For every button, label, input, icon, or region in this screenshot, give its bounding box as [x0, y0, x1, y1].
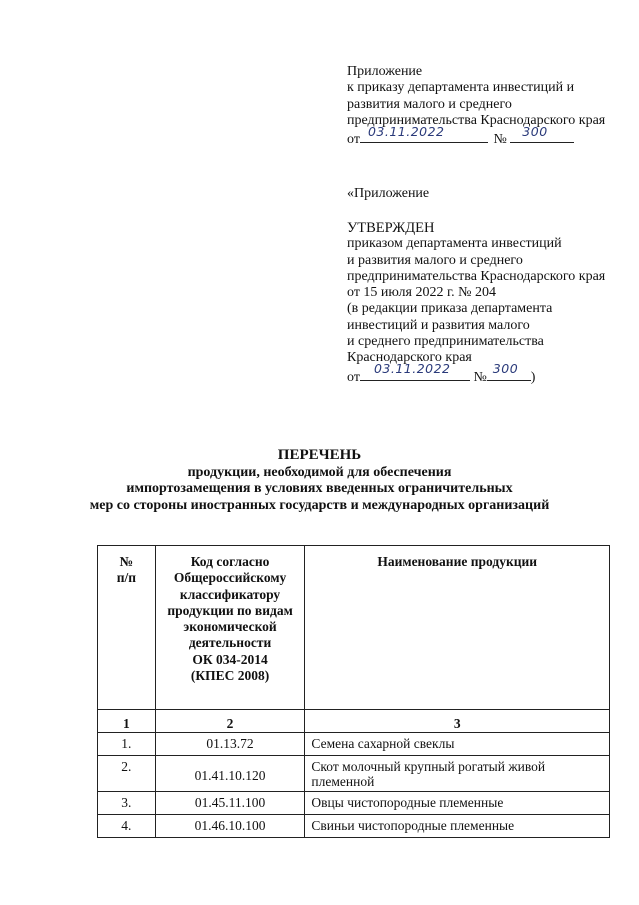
- row-product-text: Свиньи чистопородные племенные: [311, 818, 515, 833]
- appendix-header: [347, 64, 605, 148]
- appendix-line-3: развития малого и среднего: [347, 96, 512, 112]
- row-number-text: 4.: [121, 818, 132, 833]
- header-code: [155, 546, 305, 710]
- row-code-text: 01.46.10.100: [194, 818, 266, 833]
- approval-number-label: №: [473, 369, 487, 385]
- row-product: [305, 756, 610, 792]
- row-product: [305, 792, 610, 815]
- row-number: [98, 792, 156, 815]
- row-code: [155, 733, 305, 756]
- column-number-3: 3: [305, 710, 610, 733]
- row-product-text: Скот молочный крупный рогатый живой племенной: [311, 759, 546, 789]
- appendix-number-label: №: [493, 132, 507, 148]
- approval-line: и среднего предпринимательства: [347, 334, 544, 350]
- header-number-pp: п/п: [116, 570, 136, 586]
- header-product-name: Наименование продукции: [305, 546, 610, 710]
- approval-line: инвестиций и развития малого: [347, 317, 530, 333]
- row-number-text: 2.: [121, 759, 132, 774]
- header-code-line: ОК 034-2014: [192, 651, 268, 667]
- title-line-2: импортозамещения в условиях введенных ограничительных: [126, 481, 513, 496]
- column-number-2: 2: [155, 710, 305, 733]
- header-code-line: деятельности: [188, 635, 272, 651]
- approval-handwritten-date: 03.11.2022: [373, 361, 451, 377]
- row-code: [155, 815, 305, 838]
- row-code-text: 01.13.72: [206, 736, 254, 751]
- appendix-number-field: [510, 123, 574, 143]
- row-product: [305, 733, 610, 756]
- header-code-line: экономической: [183, 619, 277, 635]
- header-code-line: Общероссийскому: [173, 570, 287, 586]
- header-code-line: продукции по видам: [167, 602, 293, 618]
- row-code-text: 01.41.10.120: [194, 767, 266, 783]
- appendix-handwritten-date: 03.11.2022: [367, 123, 445, 139]
- approval-line: (в редакции приказа департамента: [347, 301, 553, 317]
- document-title: [0, 447, 639, 514]
- approved-heading: УТВЕРЖДЕН: [347, 220, 435, 236]
- table-row: [98, 756, 610, 792]
- approval-handwritten-number: 300: [492, 361, 519, 377]
- approval-date-number: [347, 361, 605, 386]
- row-product-text: Семена сахарной свеклы: [311, 736, 455, 751]
- appendix-line-2: к приказу департамента инвестиций и: [347, 80, 575, 96]
- approval-date-field: [360, 361, 470, 381]
- column-number-1: 1: [98, 710, 156, 733]
- approval-from-label: от: [347, 369, 360, 385]
- approval-number-field: [487, 361, 531, 381]
- header-code-line: (КПЕС 2008): [190, 668, 270, 684]
- row-code-text: 01.45.11.100: [194, 795, 266, 810]
- row-number-text: 3.: [121, 795, 132, 810]
- row-code: [155, 756, 305, 792]
- appendix-date-number: [347, 123, 605, 148]
- approval-line: от 15 июля 2022 г. № 204: [347, 285, 496, 301]
- appendix-label: Приложение: [347, 64, 423, 79]
- approval-line: предпринимательства Краснодарского края: [347, 268, 606, 284]
- approval-line: приказом департамента инвестиций: [347, 236, 562, 252]
- appendix-date-field: [360, 123, 488, 143]
- row-number: [98, 733, 156, 756]
- row-number-text: 1.: [121, 736, 132, 751]
- table-row: [98, 733, 610, 756]
- title-heading: ПЕРЕЧЕНЬ: [277, 447, 362, 463]
- row-number: [98, 756, 156, 792]
- header-number-symbol: №: [119, 554, 134, 569]
- row-code: [155, 792, 305, 815]
- row-product-text: Овцы чистопородные племенные: [311, 795, 504, 810]
- table-row: [98, 792, 610, 815]
- quoted-appendix-label: «Приложение: [347, 186, 430, 201]
- appendix-handwritten-number: 300: [522, 123, 548, 139]
- header-code-line: Код согласно: [190, 554, 270, 569]
- approval-line: и развития малого и среднего: [347, 252, 523, 268]
- title-line-1: продукции, необходимой для обеспечения: [187, 464, 452, 480]
- appendix-from-label: от: [347, 132, 360, 148]
- title-line-3: мер со стороны иностранных государств и международных организаций: [89, 497, 550, 513]
- column-number-row: [98, 710, 610, 733]
- header-code-line: классификатору: [179, 586, 281, 602]
- approval-block: [347, 220, 605, 386]
- table-row: [98, 815, 610, 838]
- approval-line: Краснодарского края: [347, 350, 472, 366]
- products-table: [97, 545, 610, 838]
- approval-close-paren: ): [530, 369, 536, 385]
- appendix-line-4: предпринимательства Краснодарского края: [347, 112, 606, 128]
- row-number: [98, 815, 156, 838]
- table-header-row: [98, 546, 610, 710]
- row-product: [305, 815, 610, 838]
- header-number: [98, 546, 156, 710]
